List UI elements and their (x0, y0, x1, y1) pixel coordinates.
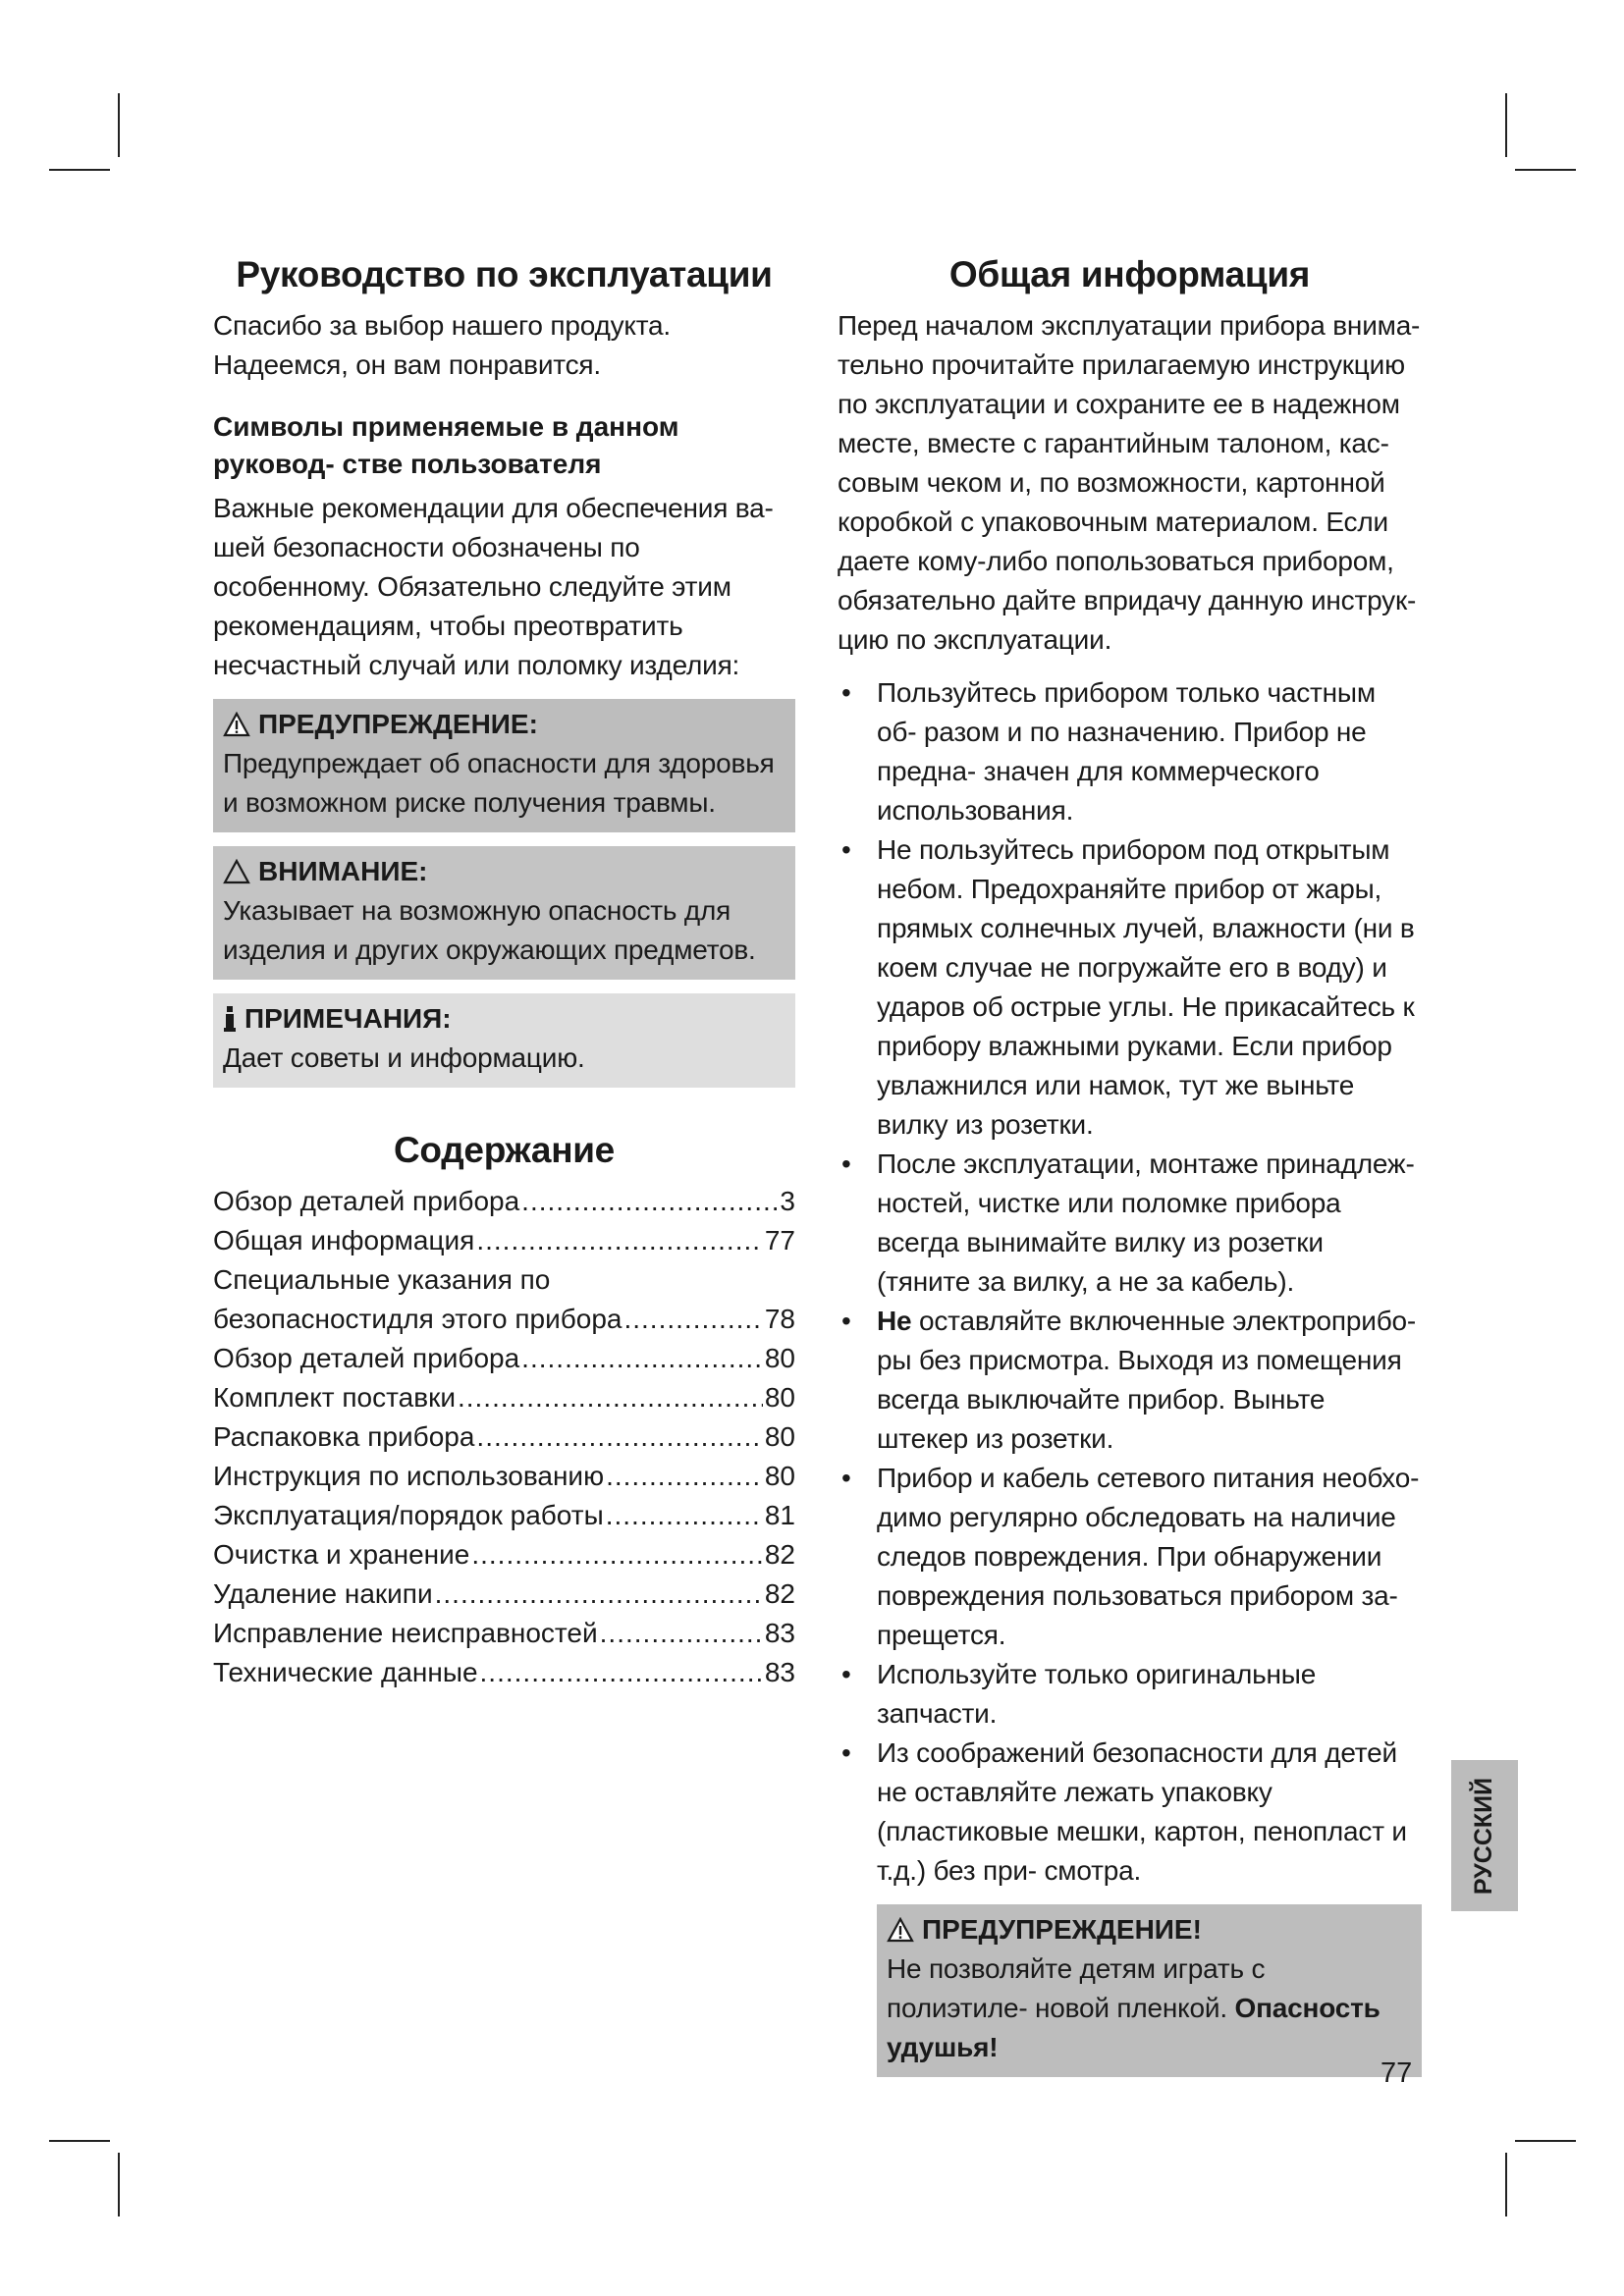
crop-mark (1515, 169, 1576, 171)
symbols-heading: Символы применяемые в данном руковод- стве пользователя (213, 411, 679, 479)
general-info-intro: Перед началом эксплуатации прибора внима- тельно прочитайте прилагаемую инструкцию по эксплуатации и сохраните ее в надежном месте, вместе с гарантийным талоном, кас- совым чеком и, по возможности, картонной коробкой с упаковочным материалом. Если даете кому-либо попользоваться прибором, обязательно дайте впридачу данную инструк- цию по эксплуатации. (838, 310, 1421, 655)
warning-title-text: ПРЕДУПРЕЖДЕНИЕ: (258, 709, 538, 739)
warning-title (223, 705, 785, 744)
bullet-marker: • (841, 1463, 851, 1493)
crop-mark (1505, 2153, 1507, 2216)
note-text: Дает советы и информацию. (223, 1042, 585, 1073)
intro-text: Спасибо за выбор нашего продукта. Надеемся, он вам понравится. (213, 310, 672, 380)
left-column (213, 253, 795, 1692)
language-tab-label: РУССКИЙ (1470, 1777, 1498, 1895)
toc-item: Комплект поставки ..... 80 (213, 1378, 795, 1417)
bullet-marker: • (841, 834, 851, 865)
safety-list (838, 673, 1422, 1891)
warning-box (213, 699, 795, 832)
toc-item: Обзор деталей прибора ..... 3 (213, 1182, 795, 1221)
crop-mark (49, 2140, 110, 2142)
note-title (223, 999, 785, 1039)
symbols-text: Важные рекомендации для обеспечения ва- шей безопасности обозначены по особенному. Обязательно следуйте этим рекомендациям, чтобы преотвратить несчастный случай или поломку изделия: (213, 493, 774, 680)
warning-triangle-icon (223, 712, 250, 737)
toc-item: Инструкция по использованию ..... 80 (213, 1457, 795, 1496)
list-item: • Не оставляйте включенные электроприбо- ры без присмотра. Выходя из помещения всегда выключайте прибор. Выньте штекер из розетки. (838, 1302, 1422, 1459)
toc-item: Удаление накипи ..... 82 (213, 1575, 795, 1614)
list-item: • Пользуйтесь прибором только частным об- разом и по назначению. Прибор не предна- значен для коммерческого использования. (838, 673, 1422, 830)
bullet-marker: • (841, 1148, 851, 1179)
toc-item: Общая информация ..... 77 (213, 1221, 795, 1260)
language-tab (1451, 1760, 1518, 1911)
child-warning-text: Не позволяйте детям играть с полиэтиле- новой пленкой. Опасность удушья! (887, 1953, 1380, 2062)
caution-title-text: ВНИМАНИЕ: (258, 856, 428, 886)
toc-title: Содержание (394, 1130, 615, 1170)
crop-mark (49, 169, 110, 171)
list-item: • Используйте только оригинальные запчасти. (838, 1655, 1422, 1734)
toc-item: Эксплуатация/порядок работы ..... 81 (213, 1496, 795, 1535)
child-warning-title (887, 1910, 1412, 1949)
list-item: • Не пользуйтесь прибором под открытым небом. Предохраняйте прибор от жары, прямых солнечных лучей, влажности (ни в коем случае не погружайте его в воду) и ударов об острые углы. Не прикасайтесь к прибору влажными руками. Если прибор увлажнился или намок, тут же выньте вилку из розетки. (838, 830, 1422, 1145)
toc-item: Специальные указания по (213, 1264, 551, 1295)
caution-box (213, 846, 795, 980)
list-item: • Из соображений безопасности для детей не оставляйте лежать упаковку (пластиковые мешки, картон, пенопласт и т.д.) без при- смотра. (838, 1734, 1422, 1891)
bullet-marker: • (841, 1306, 851, 1336)
crop-mark (1505, 93, 1507, 157)
warning-text: Предупреждает об опасности для здоровья и возможном риске получения травмы. (223, 748, 775, 818)
manual-title: Руководство по эксплуатации (236, 254, 773, 294)
toc-list (213, 1182, 795, 1692)
general-info-title: Общая информация (948, 254, 1311, 294)
info-icon (223, 1005, 237, 1033)
caution-text: Указывает на возможную опасность для изделия и других окружающих предметов. (223, 895, 756, 965)
child-warning-title-text: ПРЕДУПРЕЖДЕНИЕ! (922, 1914, 1202, 1945)
bullet-marker: • (841, 677, 851, 708)
warning-triangle-icon (887, 1917, 914, 1943)
list-item: • Прибор и кабель сетевого питания необхо- димо регулярно обследовать на наличие следов повреждения. При обнаружении повреждения пользоваться прибором за- прещется. (838, 1459, 1422, 1655)
page-number: 77 (1380, 2057, 1413, 2089)
toc-item: Технические данные ..... 83 (213, 1653, 795, 1692)
bullet-marker: • (841, 1737, 851, 1768)
toc-item: Обзор деталей прибора ..... 80 (213, 1339, 795, 1378)
caution-title (223, 852, 785, 891)
right-column (838, 253, 1422, 2077)
toc-item: Распаковка прибора ..... 80 (213, 1417, 795, 1457)
crop-mark (118, 93, 120, 157)
crop-mark (1515, 2140, 1576, 2142)
list-item: • После эксплуатации, монтаже принадлеж- ностей, чистке или поломке прибора всегда вынимайте вилку из розетки (тяните за вилку, а не за кабель). (838, 1145, 1422, 1302)
note-title-text: ПРИМЕЧАНИЯ: (244, 1003, 452, 1034)
caution-triangle-icon (223, 859, 250, 884)
bullet-marker: • (841, 1659, 851, 1689)
child-warning-box (877, 1904, 1422, 2077)
note-box (213, 993, 795, 1088)
toc-item: Исправление неисправностей ..... 83 (213, 1614, 795, 1653)
suffocation-warning: Опасность удушья! (887, 1993, 1380, 2062)
toc-item: безопасностидля этого прибора ..... 78 (213, 1300, 795, 1339)
toc-item: Очистка и хранение ..... 82 (213, 1535, 795, 1575)
crop-mark (118, 2153, 120, 2216)
